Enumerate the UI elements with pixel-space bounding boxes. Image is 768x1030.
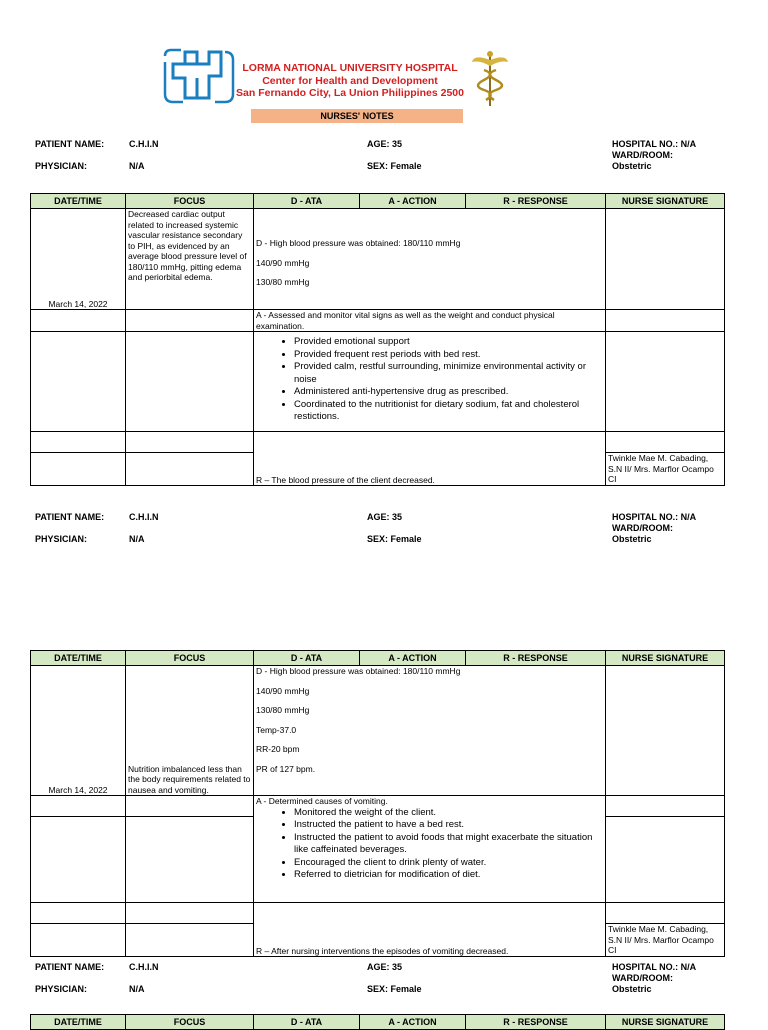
empty-cell — [606, 332, 725, 432]
hospital-no: HOSPITAL NO.: N/A — [612, 512, 697, 522]
list-item: • Instructed the patient to avoid foods that might exacerbate the situation like caffeinated beverages. — [294, 832, 603, 857]
note-focus: Nutrition imbalanced less than the body requirements related to nausea and vomiting. — [126, 666, 254, 796]
data-line: 140/90 mmHg — [256, 257, 310, 268]
note-date: March 14, 2022 — [31, 209, 126, 310]
hospital-no: HOSPITAL NO.: N/A — [612, 962, 697, 972]
col-focus: FOCUS — [126, 651, 254, 666]
hospital-header — [236, 62, 464, 100]
table-row — [31, 310, 725, 332]
data-line: PR of 127 bpm. — [256, 763, 316, 774]
note-response: R – After nursing interventions the episodes of vomiting decreased. — [254, 903, 606, 957]
empty-cell — [31, 310, 126, 332]
list-item: • Coordinated to the nutritionist for dietary sodium, fat and cholesterol restictions. — [294, 399, 603, 424]
col-data: D - ATA — [254, 194, 360, 209]
empty-cell — [31, 453, 126, 486]
col-response: R - RESPONSE — [466, 1015, 606, 1030]
empty-cell — [126, 817, 254, 903]
patient-sex: SEX: Female — [367, 984, 422, 994]
table-row — [31, 432, 725, 453]
col-action: A - ACTION — [360, 651, 466, 666]
col-data: D - ATA — [254, 1015, 360, 1030]
empty-cell — [31, 796, 126, 817]
table-header-row — [31, 194, 725, 209]
form-title: NURSES' NOTES — [251, 109, 463, 123]
data-line: RR-20 bpm — [256, 744, 300, 754]
col-data: D - ATA — [254, 651, 360, 666]
list-item: • Monitored the weight of the client. — [294, 807, 603, 820]
empty-cell — [126, 332, 254, 432]
list-item: • Provided calm, restful surrounding, minimize environmental activity or noise — [294, 361, 603, 386]
patient-age: AGE: 35 — [367, 962, 403, 972]
note-focus: Decreased cardiac output related to increased systemic vascular resistance secondary to PIH, as evidenced by an average blood pressure level of 180/110 mmHg, pitting edema and periorbital edema. — [126, 209, 254, 310]
col-response: R - RESPONSE — [466, 194, 606, 209]
list-item: • Provided frequent rest periods with bed rest. — [294, 349, 603, 362]
hospital-address: San Fernando City, La Union Philippines 2500 — [236, 87, 464, 99]
note-actions — [254, 332, 606, 432]
col-focus: FOCUS — [126, 1015, 254, 1030]
col-signature: NURSE SIGNATURE — [606, 1015, 725, 1030]
nurses-notes-table-1 — [30, 193, 725, 486]
col-action: A - ACTION — [360, 194, 466, 209]
col-date-time: DATE/TIME — [31, 1015, 126, 1030]
table-row — [31, 332, 725, 432]
col-focus: FOCUS — [126, 194, 254, 209]
empty-cell — [126, 924, 254, 957]
empty-cell — [606, 432, 725, 453]
patient-age: AGE: 35 — [367, 512, 403, 522]
data-line: 130/80 mmHg — [256, 277, 310, 288]
hospital-no: HOSPITAL NO.: N/A — [612, 139, 697, 149]
patient-age: AGE: 35 — [367, 139, 403, 149]
empty-cell — [606, 817, 725, 903]
table-header-row — [31, 651, 725, 666]
nurse-signature: Twinkle Mae M. Cabading, S.N II/ Mrs. Marflor Ocampo CI — [606, 453, 725, 486]
data-line: D - High blood pressure was obtained: 180/110 mmHg — [256, 666, 461, 676]
caduceus-icon — [470, 50, 510, 108]
empty-cell — [31, 432, 126, 453]
patient-sex: SEX: Female — [367, 534, 422, 544]
nurses-notes-table-2 — [30, 650, 725, 957]
ward: Obstetric — [612, 534, 652, 544]
note-data — [254, 666, 606, 796]
physician: N/A — [129, 161, 145, 171]
table-row — [31, 209, 725, 310]
empty-cell — [31, 332, 126, 432]
empty-cell — [606, 796, 725, 817]
nurse-signature: Twinkle Mae M. Cabading, S.N II/ Mrs. Marflor Ocampo CI — [606, 924, 725, 957]
data-line: D - High blood pressure was obtained: 180/110 mmHg — [256, 238, 461, 249]
patient-name-label: PATIENT NAME: — [35, 512, 105, 522]
col-signature: NURSE SIGNATURE — [606, 651, 725, 666]
col-date-time: DATE/TIME — [31, 651, 126, 666]
col-signature: NURSE SIGNATURE — [606, 194, 725, 209]
action-list — [256, 807, 603, 882]
list-item: • Administered anti-hypertensive drug as prescribed. — [294, 386, 603, 399]
physician-label: PHYSICIAN: — [35, 161, 88, 171]
patient-name: C.H.I.N — [129, 962, 159, 972]
note-signature-cell — [606, 209, 725, 310]
note-signature-cell — [606, 666, 725, 796]
data-line: 130/80 mmHg — [256, 705, 310, 715]
note-response: R – The blood pressure of the client decreased. — [254, 432, 606, 486]
note-actions — [254, 796, 606, 903]
physician: N/A — [129, 534, 145, 544]
action-list — [256, 336, 603, 424]
ward: Obstetric — [612, 161, 652, 171]
ward-room-label: WARD/ROOM: — [612, 150, 673, 160]
col-response: R - RESPONSE — [466, 651, 606, 666]
empty-cell — [606, 903, 725, 924]
ward: Obstetric — [612, 984, 652, 994]
note-action-intro: A - Assessed and monitor vital signs as well as the weight and conduct physical examination. — [254, 310, 606, 332]
physician-label: PHYSICIAN: — [35, 984, 88, 994]
nurses-notes-table-3 — [30, 1014, 725, 1030]
col-action: A - ACTION — [360, 1015, 466, 1030]
table-row — [31, 796, 725, 817]
empty-cell — [126, 432, 254, 453]
ward-room-label: WARD/ROOM: — [612, 973, 673, 983]
empty-cell — [126, 453, 254, 486]
col-date-time: DATE/TIME — [31, 194, 126, 209]
patient-name-label: PATIENT NAME: — [35, 962, 105, 972]
patient-sex: SEX: Female — [367, 161, 422, 171]
note-action-intro: A - Determined causes of vomiting. — [256, 796, 388, 806]
empty-cell — [126, 903, 254, 924]
center-name: Center for Health and Development — [262, 74, 438, 87]
patient-name: C.H.I.N — [129, 512, 159, 522]
patient-name: C.H.I.N — [129, 139, 159, 149]
note-date: March 14, 2022 — [31, 666, 126, 796]
list-item: • Provided emotional support — [294, 336, 603, 349]
empty-cell — [31, 903, 126, 924]
data-line: 140/90 mmHg — [256, 685, 310, 696]
empty-cell — [126, 796, 254, 817]
list-item: • Referred to dietrician for modification of diet. — [294, 869, 603, 882]
physician: N/A — [129, 984, 145, 994]
hospital-name: LORMA NATIONAL UNIVERSITY HOSPITAL — [242, 62, 458, 74]
list-item: • Instructed the patient to have a bed rest. — [294, 819, 603, 832]
table-row — [31, 903, 725, 924]
table-row — [31, 666, 725, 796]
empty-cell — [606, 310, 725, 332]
data-line: Temp-37.0 — [256, 724, 297, 735]
hospital-logo — [163, 48, 235, 104]
physician-label: PHYSICIAN: — [35, 534, 88, 544]
table-header-row — [31, 1015, 725, 1030]
empty-cell — [126, 310, 254, 332]
empty-cell — [31, 924, 126, 957]
note-data — [254, 209, 606, 310]
list-item: • Encouraged the client to drink plenty of water. — [294, 857, 603, 870]
ward-room-label: WARD/ROOM: — [612, 523, 673, 533]
patient-name-label: PATIENT NAME: — [35, 139, 105, 149]
empty-cell — [31, 817, 126, 903]
